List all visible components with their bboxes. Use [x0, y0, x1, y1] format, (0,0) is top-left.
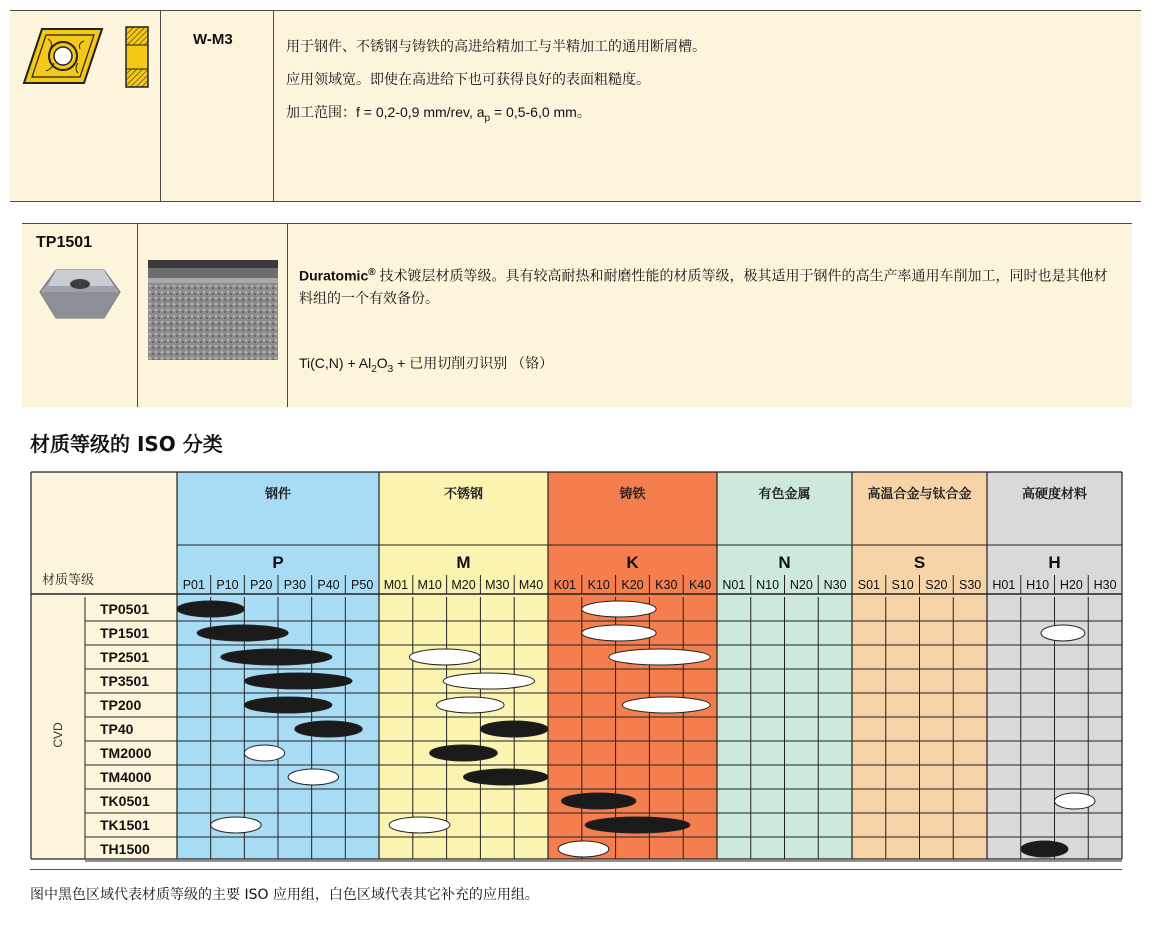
grade-label-TK1501: TK1501 [100, 817, 150, 833]
range-white-TM4000-P [288, 769, 339, 785]
col-label-H01: H01 [992, 578, 1016, 592]
breaker-range-line: 加工范围：f = 0,2-0,9 mm/rev, $a_p = 0,5-6,0$ mm。 [286, 104, 591, 124]
breaker-desc-line1: 用于钢件、不锈钢与铸铁的高进给精加工与半精加工的通用断屑槽。 [286, 38, 706, 54]
range-white-TM2000-P [244, 745, 284, 761]
col-label-N10: N10 [756, 578, 780, 592]
col-label-K01: K01 [553, 578, 577, 592]
range-black-TP2501-P [221, 649, 332, 665]
grade-label-TM2000: TM2000 [100, 745, 152, 761]
col-label-K40: K40 [688, 578, 712, 592]
col-label-M20: M20 [451, 578, 476, 592]
group-letter-K: K [626, 553, 639, 572]
col-label-H10: H10 [1026, 578, 1050, 592]
grade-label-TP200: TP200 [100, 697, 142, 713]
col-label-N01: N01 [722, 578, 746, 592]
footnote: 图中黑色区域代表材质等级的主要 ISO 应用组，白色区域代表其它补充的应用组。 [30, 887, 539, 903]
range-black-TK0501-K [562, 793, 636, 809]
range-black-TP0501-P [177, 601, 244, 617]
corner-label: 材质等级 [42, 573, 95, 588]
col-label-N30: N30 [823, 578, 847, 592]
group-name-S: 高温合金与钛合金 [867, 487, 972, 502]
grade-label-TP1501: TP1501 [100, 625, 150, 641]
col-label-P30: P30 [283, 578, 306, 592]
range-white-TK1501-P [211, 817, 262, 833]
range-white-TK0501-H [1055, 793, 1096, 809]
group-letter-M: M [456, 553, 471, 572]
group-letter-P: P [272, 553, 284, 572]
col-label-M40: M40 [518, 578, 544, 592]
col-label-S01: S01 [857, 578, 880, 592]
range-white-TK1501-M [389, 817, 450, 833]
group-name-K: 铸铁 [619, 487, 646, 502]
grade-label-TP40: TP40 [100, 721, 134, 737]
range-black-TP40-M [480, 721, 548, 737]
range-white-TP200-M [436, 697, 504, 713]
grade-label-TK0501: TK0501 [100, 793, 150, 809]
range-black-TP3501-P [244, 673, 352, 689]
grade-coating-line: $Ti(C,N) + Al_2O_3$ + 已用切削刃识别 （铬） [299, 355, 554, 375]
range-white-TP200-K [622, 697, 710, 713]
col-label-P01: P01 [182, 578, 205, 592]
side-label-cvd: CVD [51, 722, 65, 748]
col-label-P40: P40 [317, 578, 340, 592]
breaker-code: W-M3 [193, 31, 233, 48]
range-black-TM2000-M [430, 745, 498, 761]
range-black-TP200-P [244, 697, 332, 713]
group-name-P: 钢件 [264, 487, 292, 502]
col-label-P20: P20 [250, 578, 273, 592]
range-white-TP1501-K [582, 625, 656, 641]
range-white-TP3501-M [443, 673, 534, 689]
col-label-K10: K10 [587, 578, 610, 592]
grade-label-TP3501: TP3501 [100, 673, 150, 689]
group-letter-N: N [778, 553, 791, 572]
col-label-P10: P10 [216, 578, 239, 592]
breaker-desc-line2: 应用领域宽。即使在高进给下也可获得良好的表面粗糙度。 [286, 71, 650, 87]
range-white-TH1500-K [558, 841, 609, 857]
col-label-M01: M01 [383, 578, 409, 592]
col-label-P50: P50 [351, 578, 374, 592]
range-black-TM4000-M [464, 769, 549, 785]
range-white-TP2501-K [609, 649, 710, 665]
group-letter-H: H [1048, 553, 1061, 572]
divider-line [30, 869, 1122, 870]
col-label-K20: K20 [621, 578, 644, 592]
range-black-TH1500-H [1021, 841, 1068, 857]
range-black-TP40-P [295, 721, 362, 737]
range-white-TP2501-M [409, 649, 480, 665]
grade-description: Duratomic® 技术镀层材质等级。具有较高耐热和耐磨性能的材质等级，极其适用于钢件的高生产率通用车削加工，同时也是其他材料组的一个有效备份。 [299, 267, 1108, 306]
col-label-S10: S10 [891, 578, 914, 592]
section-title: 材质等级的 ISO 分类 [30, 432, 223, 456]
range-black-TK1501-K [585, 817, 690, 833]
group-bg-M [379, 472, 548, 859]
col-label-M30: M30 [485, 578, 510, 592]
col-label-N20: N20 [789, 578, 813, 592]
group-name-M: 不锈钢 [443, 487, 484, 502]
col-label-K30: K30 [655, 578, 678, 592]
group-letter-S: S [913, 553, 926, 572]
col-label-M10: M10 [417, 578, 442, 592]
grade-label-TP2501: TP2501 [100, 649, 150, 665]
grade-label-TH1500: TH1500 [100, 841, 150, 857]
col-label-S30: S30 [959, 578, 982, 592]
grade-code: TP1501 [36, 234, 93, 251]
range-black-TP1501-P [197, 625, 288, 641]
grade-label-TP0501: TP0501 [100, 601, 150, 617]
grade-label-TM4000: TM4000 [100, 769, 152, 785]
group-name-H: 高硬度材料 [1021, 487, 1088, 502]
group-name-N: 有色金属 [758, 487, 811, 502]
col-label-S20: S20 [925, 578, 948, 592]
col-label-H20: H20 [1059, 578, 1083, 592]
range-white-TP0501-K [582, 601, 656, 617]
range-white-TP1501-H [1041, 625, 1085, 641]
col-label-H30: H30 [1093, 578, 1117, 592]
